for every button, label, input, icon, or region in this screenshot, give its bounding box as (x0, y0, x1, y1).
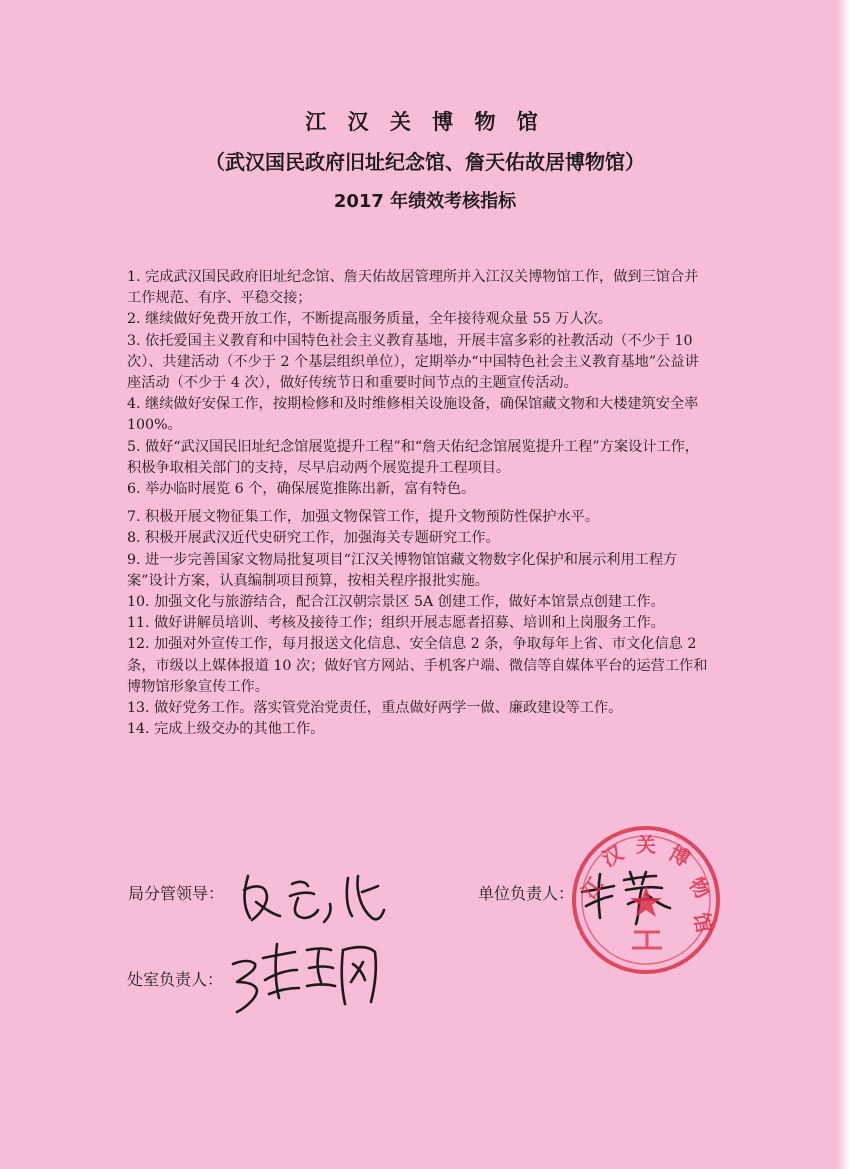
document-year-heading: 2017 年绩效考核指标 (333, 191, 517, 212)
list-item: 5. 做好“武汉国民旧址纪念馆展览提升工程”和“詹天佑纪念馆展览提升工程”方案设计工作，积极争取相关部门的支持，尽早启动两个展览提升工程项目。 (127, 438, 699, 476)
office-head-signature (225, 938, 385, 1018)
document-subtitle: （武汉国民政府旧址纪念馆、詹天佑故居博物馆） (205, 150, 645, 174)
list-item: 8. 积极开展武汉近代史研究工作，加强海关专题研究工作。 (127, 530, 500, 547)
paper-edge (836, 0, 850, 1169)
svg-text:汉: 汉 (597, 840, 628, 872)
list-item: 12. 加强对外宣传工作，每月报送文化信息、安全信息 2 条，争取每年上省、市文化信息 2 条，市级以上媒体报道 10 次；做好官方网站、手机客户端、微信等自媒体平台的运营工作和博物馆形象宣传工作。 (127, 636, 708, 695)
list-item: 11. 做好讲解员培训、考核及接待工作；组织开展志愿者招募、培训和上岗服务工作。 (127, 615, 665, 632)
list-item: 9. 进一步完善国家文物局批复项目“江汉关博物馆馆藏文物数字化保护和展示利用工程方案”设计方案，认真编制项目预算，按相关程序报批实施。 (127, 551, 678, 589)
list-item: 4. 继续做好安保工作，按期检修和及时维修相关设施设备，确保馆藏文物和大楼建筑安全率 100%。 (127, 396, 699, 434)
svg-text:馆: 馆 (689, 910, 717, 935)
office-head-label: 处室负责人： (127, 970, 224, 989)
svg-text:江: 江 (576, 872, 608, 904)
list-item: 10. 加强文化与旅游结合，配合江汉朝宗景区 5A 创建工作，做好本馆景点创建工作。 (127, 594, 665, 611)
list-item: 7. 积极开展文物征集工作，加强文物保管工作，提升文物预防性保护水平。 (127, 509, 600, 526)
unit-head-label: 单位负责人： (478, 884, 575, 903)
svg-text:关: 关 (636, 833, 656, 857)
list-item: 6. 举办临时展览 6 个，确保展览推陈出新，富有特色。 (127, 481, 476, 498)
bureau-leader-label: 局分管领导： (128, 884, 225, 903)
document-title: 江 汉 关 博 物 馆 (305, 110, 545, 134)
svg-text:物: 物 (684, 872, 716, 904)
indicator-list (127, 267, 712, 740)
bureau-leader-signature (230, 868, 390, 928)
list-item: 14. 完成上级交办的其他工作。 (127, 721, 325, 738)
list-item: 13. 做好党务工作。落实管党治党责任，重点做好两学一做、廉政建设等工作。 (127, 700, 623, 717)
list-item: 3. 依托爱国主义教育和中国特色社会主义教育基地，开展丰富多彩的社教活动（不少于 10 次）、共建活动（不少于 2 个基层组织单位），定期举办“中国特色社会主义教育基地”公益讲座活动（不少于 4 次），做好传统节日和重要时间节点的主题宣传活动。 (127, 332, 699, 392)
list-item: 2. 继续做好免费开放工作，不断提高服务质量，全年接待观众量 55 万人次。 (127, 311, 612, 328)
official-seal-stamp (568, 822, 724, 978)
svg-text:博: 博 (664, 840, 695, 872)
list-item: 1. 完成武汉国民政府旧址纪念馆、詹天佑故居管理所并入江汉关博物馆工作，做到三馆合并工作规范、有序、平稳交接； (127, 269, 699, 307)
